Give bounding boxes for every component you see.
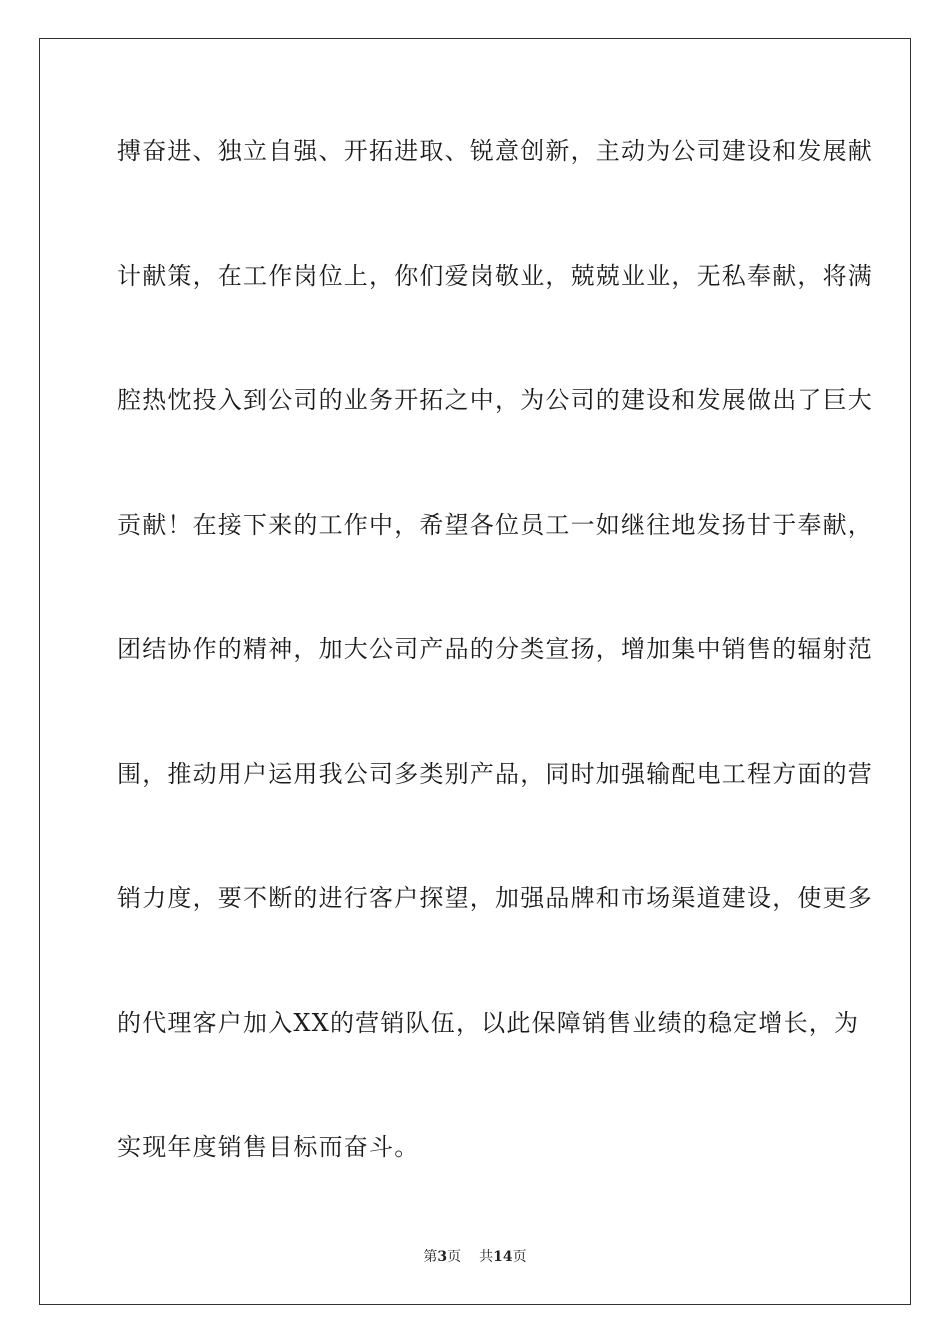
page-prefix: 第 <box>423 1249 438 1265</box>
text-line: 销力度，要不断的进行客户探望，加强品牌和市场渠道建设，使更多 <box>117 884 873 912</box>
document-body <box>117 128 873 1249</box>
total-unit: 页 <box>512 1249 527 1265</box>
text-line: 计献策，在工作岗位上，你们爱岗敬业，兢兢业业，无私奉献，将满 <box>117 261 873 290</box>
text-line: 腔热忱投入到公司的业务开拓之中，为公司的建设和发展做出了巨大 <box>117 386 873 414</box>
total-prefix: 共 <box>479 1249 494 1265</box>
page-unit: 页 <box>447 1249 462 1265</box>
text-line: 贡献！在接下来的工作中，希望各位员工一如继往地发扬甘于奉献， <box>117 510 873 539</box>
page-current: 3 <box>437 1249 448 1265</box>
text-line: 围，推动用户运用我公司多类别产品，同时加强输配电工程方面的营 <box>117 759 873 788</box>
text-line: 团结协作的精神，加大公司产品的分类宣扬，增加集中销售的辐射范 <box>117 635 873 663</box>
text-line: 实现年度销售目标而奋斗。 <box>117 1133 420 1161</box>
text-line: 搏奋进、独立自强、开拓进取、锐意创新，主动为公司建设和发展献 <box>117 137 873 165</box>
page-total: 14 <box>493 1249 513 1265</box>
text-line: 的代理客户加入XX的营销队伍，以此保障销售业绩的稳定增长，为 <box>117 1008 860 1037</box>
page-footer <box>0 1246 950 1266</box>
